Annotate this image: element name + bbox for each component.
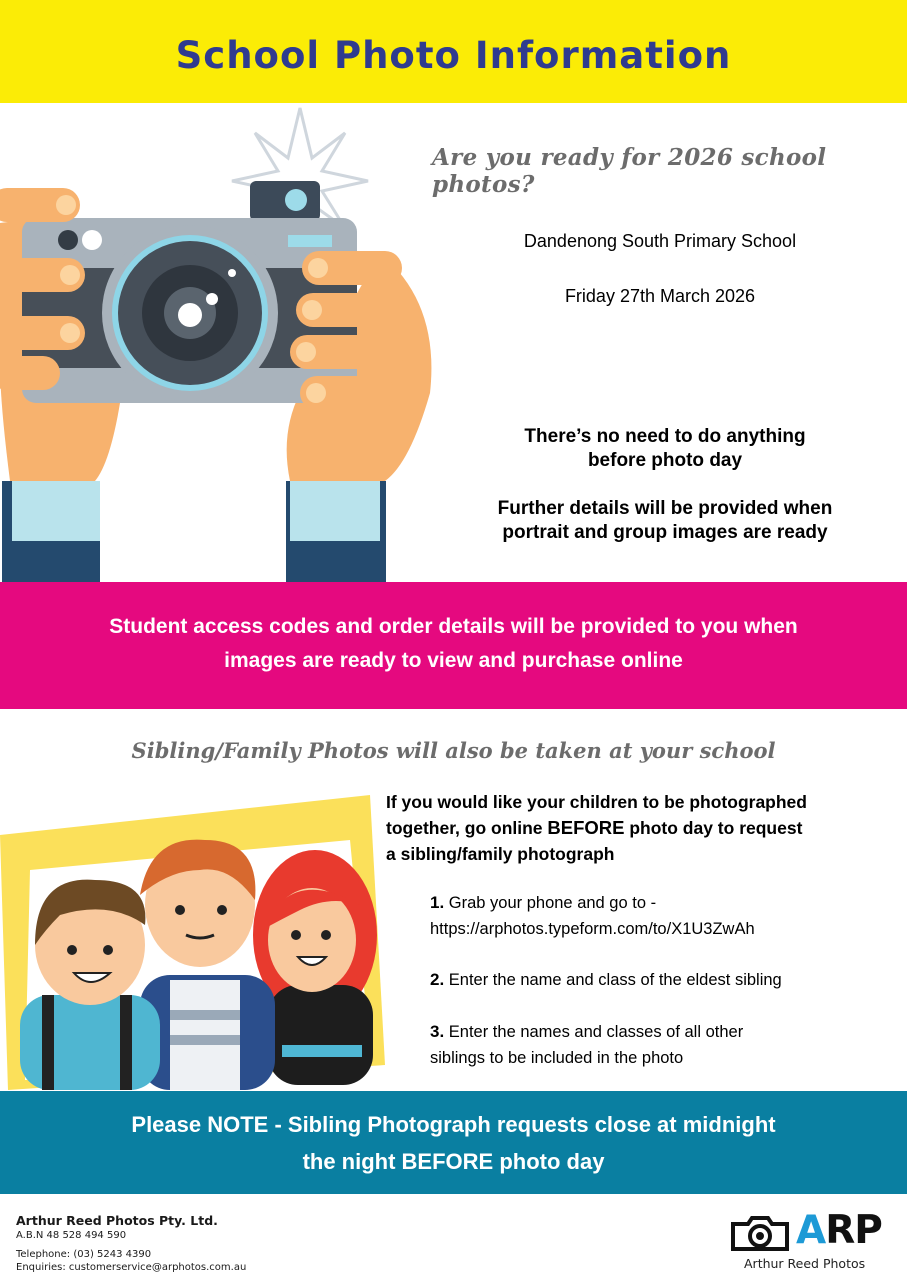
page-title: School Photo Information — [175, 34, 732, 77]
deadline-notice-banner — [0, 1091, 907, 1194]
step-2-number: 2. — [430, 970, 445, 989]
sibling-tagline: Sibling/Family Photos will also be taken at your school — [131, 738, 776, 763]
before-emphasis: BEFORE — [547, 817, 625, 838]
company-enquiries[interactable]: Enquiries: customerservice@arphotos.com.au — [16, 1262, 247, 1273]
step-1-text: Grab your phone and go to - — [448, 894, 657, 912]
sibling-instructions-line2 — [386, 815, 901, 841]
deadline-notice-line1: Please NOTE - Sibling Photograph requests close at midnight — [131, 1112, 776, 1137]
sibling-instructions-line1: If you would like your children to be photographed — [386, 792, 807, 812]
sibling-instructions-line3: a sibling/family photograph — [386, 844, 615, 864]
company-abn: A.B.N 48 528 494 590 — [16, 1230, 127, 1241]
step-3-text: Enter the names and classes of all other — [448, 1023, 744, 1041]
sibling-instructions-line2c: photo day to request — [624, 818, 803, 838]
children-illustration — [0, 795, 385, 1090]
access-codes-line2: images are ready to view and purchase online — [224, 649, 683, 672]
header-band — [0, 0, 907, 103]
step-3 — [430, 1019, 890, 1071]
step-1 — [430, 890, 890, 942]
deadline-notice-text — [0, 1106, 907, 1180]
no-action-note-line1: There’s no need to do anything — [524, 426, 806, 447]
company-details — [16, 1213, 246, 1274]
step-3-number: 3. — [430, 1022, 445, 1041]
logo-subtitle: Arthur Reed Photos — [744, 1256, 866, 1271]
deadline-notice-line2: the night BEFORE photo day — [302, 1149, 605, 1174]
school-name: Dandenong South Primary School — [523, 231, 797, 251]
step-3-text-cont: siblings to be included in the photo — [430, 1049, 684, 1067]
arp-logo — [730, 1208, 890, 1274]
logo-letters-rp: RP — [825, 1208, 882, 1253]
step-2 — [430, 967, 890, 993]
sibling-request-link[interactable]: https://arphotos.typeform.com/to/X1U3ZwAh — [430, 920, 755, 938]
access-codes-line1: Student access codes and order details will be provided to you when — [109, 615, 798, 638]
further-details-line1: Further details will be provided when — [497, 498, 833, 519]
step-1-number: 1. — [430, 893, 445, 912]
camera-illustration — [0, 103, 440, 582]
no-action-note — [440, 425, 890, 473]
photo-date: Friday 27th March 2026 — [564, 286, 756, 306]
company-name: Arthur Reed Photos Pty. Ltd. — [16, 1213, 218, 1228]
access-codes-banner — [0, 582, 907, 709]
further-details-note — [440, 497, 890, 545]
further-details-line2: portrait and group images are ready — [502, 522, 828, 543]
photos-tagline: Are you ready for 2026 school photos? — [432, 144, 827, 198]
logo-wordmark — [796, 1208, 882, 1253]
sibling-instructions-line2a: together, go online — [386, 818, 548, 838]
access-codes-text — [0, 610, 907, 678]
arp-camera-logo-icon — [730, 1216, 790, 1252]
logo-letter-a: A — [796, 1208, 826, 1253]
company-telephone: Telephone: (03) 5243 4390 — [16, 1249, 152, 1260]
sibling-instructions — [386, 789, 901, 867]
step-2-text: Enter the name and class of the eldest sibling — [448, 971, 782, 989]
no-action-note-line2: before photo day — [587, 450, 743, 471]
